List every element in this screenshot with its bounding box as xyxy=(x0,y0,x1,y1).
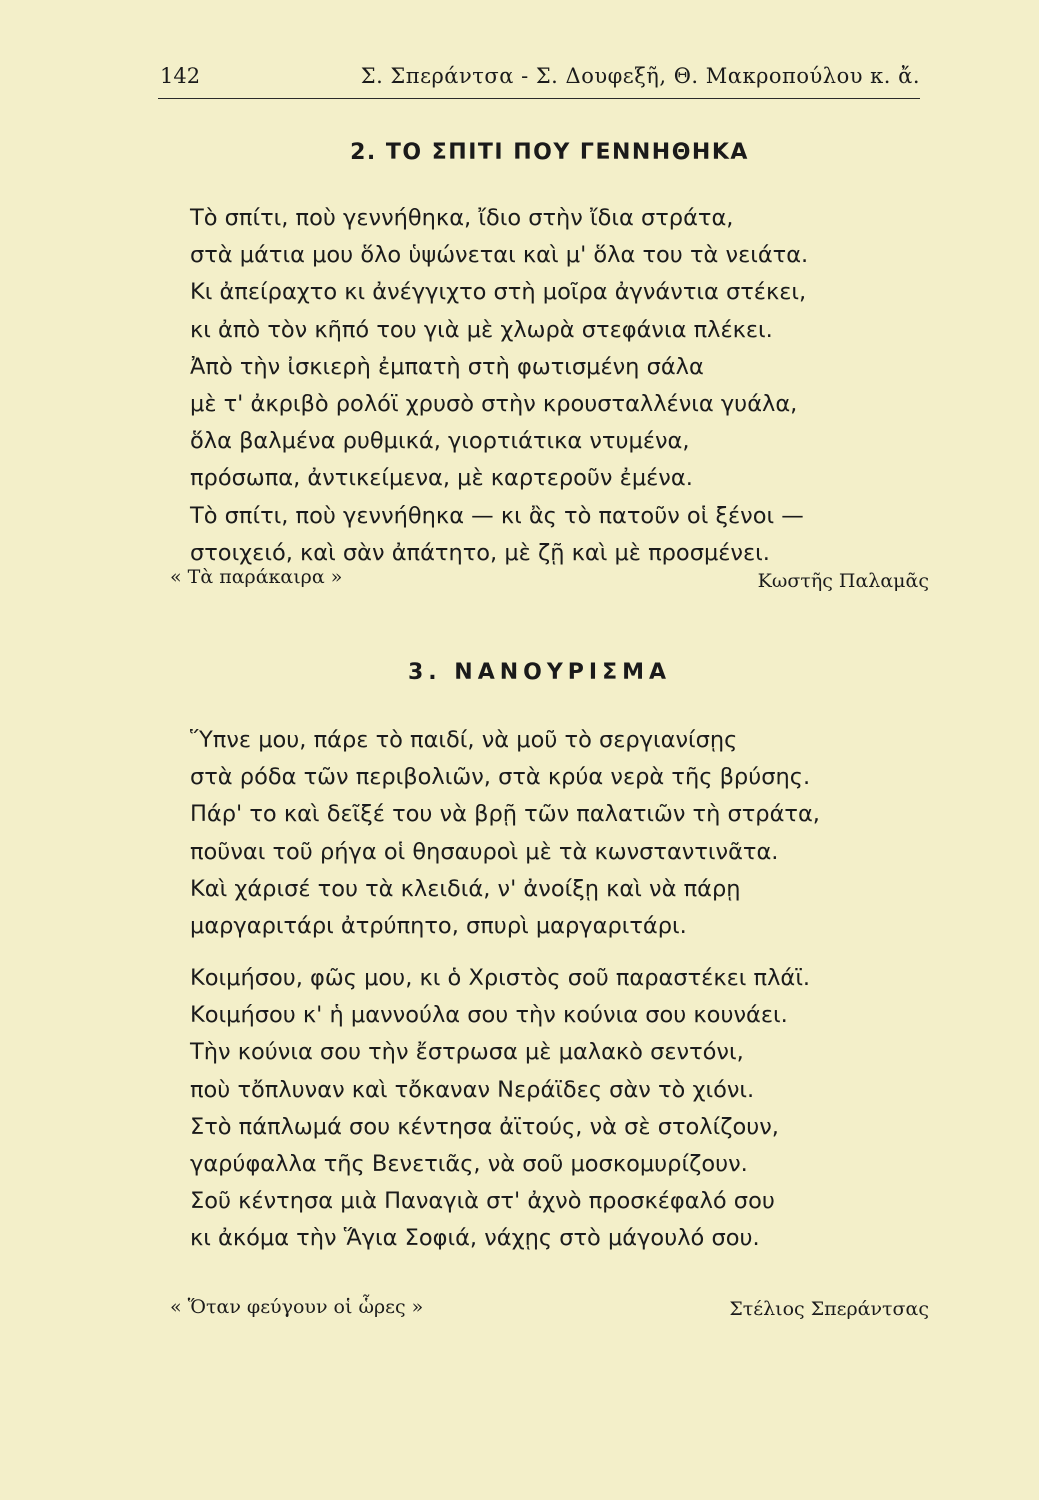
running-head: Σ. Σπεράντσα - Σ. Δουφεξῆ, Θ. Μακροπούλου κ. ἄ. xyxy=(360,64,920,88)
header-rule xyxy=(158,98,920,99)
poem-line: Ἀπὸ τὴν ἰσκιερὴ ἐμπατὴ στὴ φωτισμένη σάλα xyxy=(190,353,704,380)
page-number: 142 xyxy=(160,64,201,88)
poem-line: Στὸ πάπλωμά σου κέντησα ἀϊτούς, νὰ σὲ στολίζουν, xyxy=(190,1113,779,1140)
poem-line: ποὺ τὄπλυναν καὶ τὄκαναν Νεράϊδες σὰν τὸ χιόνι. xyxy=(190,1076,755,1103)
poem-line: στοιχειό, καὶ σὰν ἀπάτητο, μὲ ζῇ καὶ μὲ προσμένει. xyxy=(190,539,770,566)
poem-stanza xyxy=(190,200,930,572)
poem-line: Κι ἀπείραχτο κι ἀνέγγιχτο στὴ μοῖρα ἀγνάντια στέκει, xyxy=(190,279,807,306)
poem-line: στὰ μάτια μου ὅλο ὑψώνεται καὶ μ' ὅλα του τὰ νειάτα. xyxy=(190,242,809,269)
source-work: « Ὅταν φεύγουν οἱ ὧρες » xyxy=(170,1296,424,1318)
poem-line: στὰ ρόδα τῶν περιβολιῶν, στὰ κρύα νερὰ τῆς βρύσης. xyxy=(190,764,811,791)
poem-line: Τὸ σπίτι, ποὺ γεννήθηκα, ἴδιο στὴν ἴδια στράτα, xyxy=(190,205,734,231)
poem-line: ὅλα βαλμένα ρυθμικά, γιορτιάτικα ντυμένα, xyxy=(190,428,690,455)
poem-line: Κοιμήσου κ' ἡ μαννούλα σου τὴν κούνια σου κουνάει. xyxy=(190,1002,788,1029)
poem-line: Σοῦ κέντησα μιὰ Παναγιὰ στ' ἀχνὸ προσκέφαλό σου xyxy=(190,1188,775,1215)
poem-title: 2. ΤΟ ΣΠΙΤΙ ΠΟΥ ΓΕΝΝΗΘΗΚΑ xyxy=(350,140,749,165)
source-author: Στέλιος Σπεράντσας xyxy=(729,1298,929,1320)
poem-stanza xyxy=(190,722,930,945)
poem-line: Τὴν κούνια σου τὴν ἔστρωσα μὲ μαλακὸ σεντόνι, xyxy=(190,1039,744,1066)
poem-line: μὲ τ' ἀκριβὸ ρολόϊ χρυσὸ στὴν κρουσταλλένια γυάλα, xyxy=(190,391,798,418)
poem-line: Τὸ σπίτι, ποὺ γεννήθηκα — κι ἂς τὸ πατοῦν οἱ ξένοι — xyxy=(190,502,804,529)
poem-title: 3. ΝΑΝΟΥΡΙΣΜΑ xyxy=(407,660,672,685)
poem-line: Καὶ χάρισέ του τὰ κλειδιά, ν' ἀνοίξῃ καὶ νὰ πάρῃ xyxy=(190,875,741,902)
poem-line: ποῦναι τοῦ ρήγα οἱ θησαυροὶ μὲ τὰ κωνσταντινᾶτα. xyxy=(190,838,779,865)
poem-line: Πάρ' το καὶ δεῖξέ του νὰ βρῇ τῶν παλατιῶν τὴ στράτα, xyxy=(190,801,820,828)
poem-line: Ὕπνε μου, πάρε τὸ παιδί, νὰ μοῦ τὸ σεργιανίσῃς xyxy=(190,727,738,753)
poem-line: γαρύφαλλα τῆς Βενετιᾶς, νὰ σοῦ μοσκομυρίζουν. xyxy=(190,1151,748,1178)
poem-line: κι ἀπὸ τὸν κῆπό του γιὰ μὲ χλωρὰ στεφάνια πλέκει. xyxy=(190,316,773,343)
poem-stanza xyxy=(190,960,930,1258)
poem-line: κι ἀκόμα τὴν Ἅγια Σοφιά, νάχῃς στὸ μάγουλό σου. xyxy=(190,1225,760,1252)
source-work: « Τὰ παράκαιρα » xyxy=(170,566,343,588)
source-author: Κωστῆς Παλαμᾶς xyxy=(757,570,929,592)
poem-line: Κοιμήσου, φῶς μου, κι ὁ Χριστὸς σοῦ παραστέκει πλάϊ. xyxy=(190,965,810,991)
poem-line: πρόσωπα, ἀντικείμενα, μὲ καρτεροῦν ἐμένα. xyxy=(190,465,693,492)
poem-line: μαργαριτάρι ἀτρύπητο, σπυρὶ μαργαριτάρι. xyxy=(190,913,687,940)
